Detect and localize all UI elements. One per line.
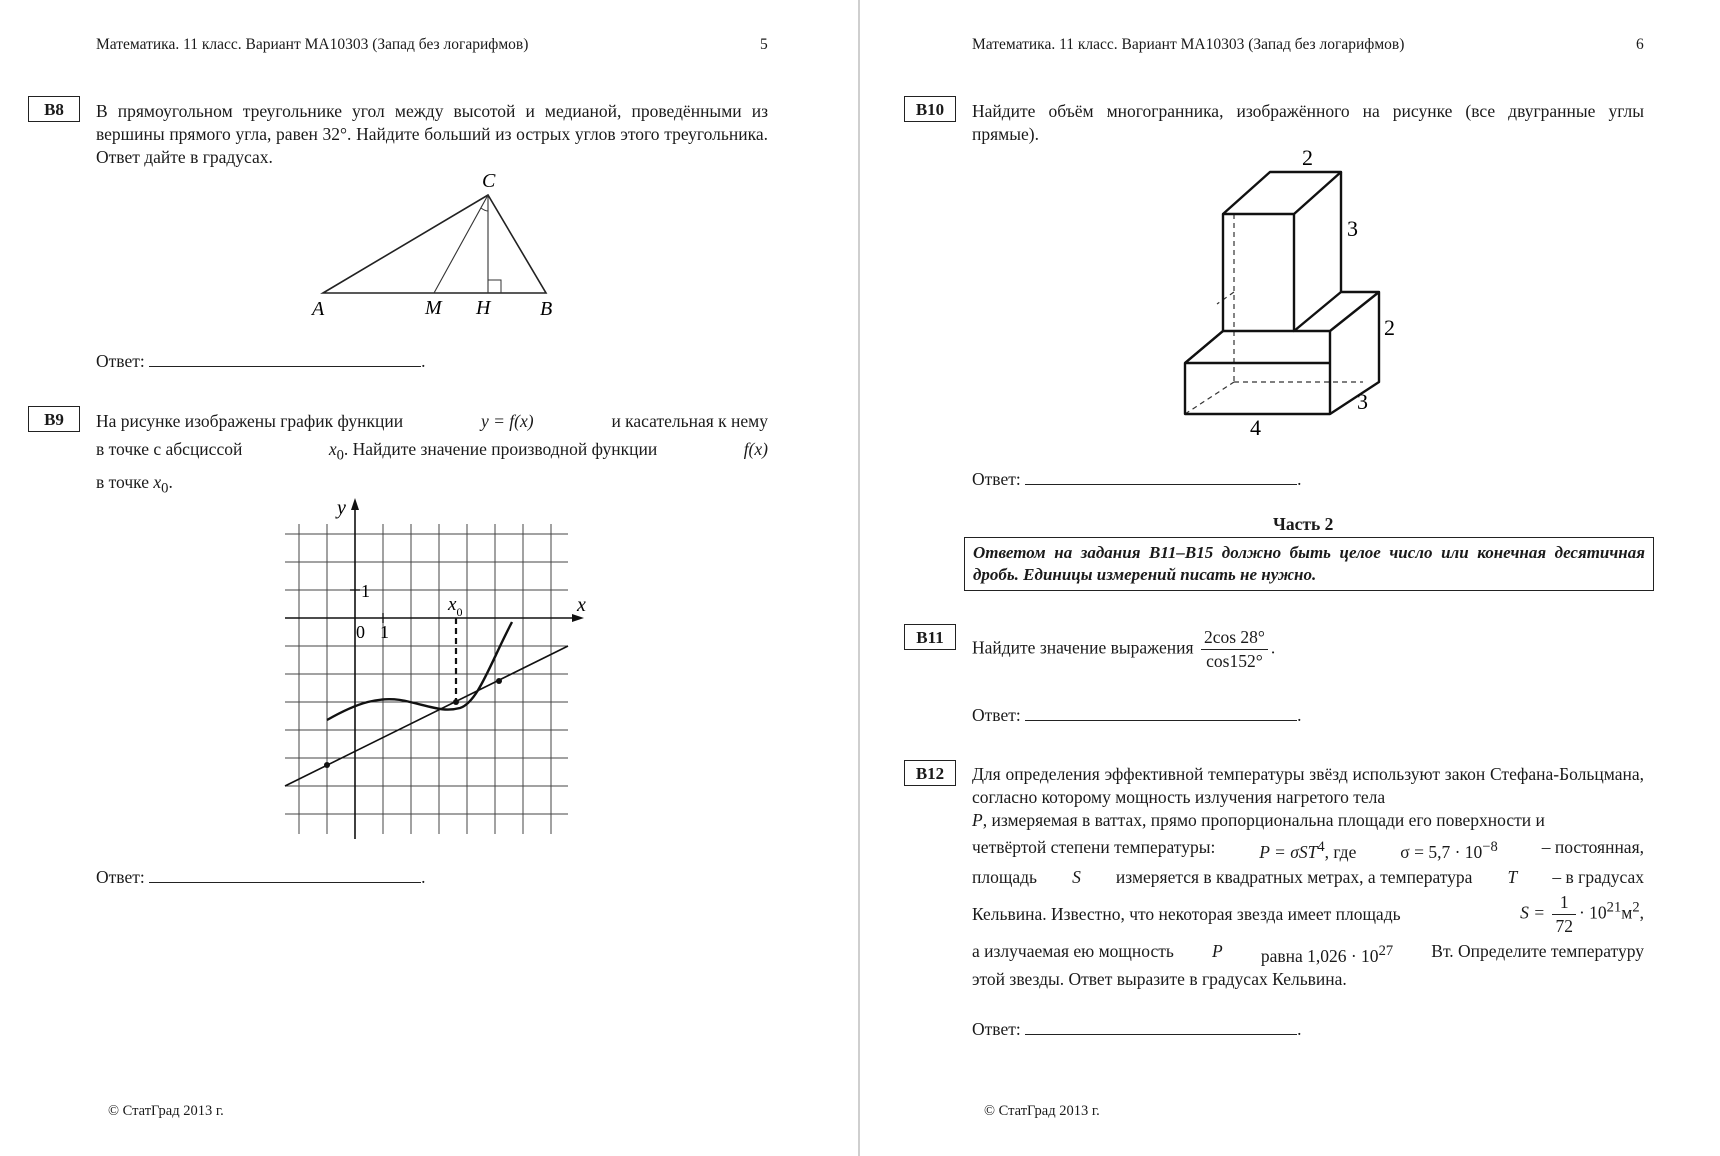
b12-line-3 bbox=[972, 836, 1644, 864]
hidden-edges bbox=[1185, 214, 1363, 414]
b9-text-2-mid: . Найдите значение производной функции bbox=[343, 439, 658, 459]
b12-line-2-text: , измеряемая в ваттах, прямо пропорциональна площади его поверхности и bbox=[982, 810, 1545, 830]
b12-line-6 bbox=[972, 940, 1644, 968]
dim-top: 2 bbox=[1302, 145, 1313, 170]
b12-line-1: Для определения эффективной температуры звёзд используют закон Стефана-Больцмана, согласно которому мощность излучения нагретого тела bbox=[972, 764, 1644, 807]
b12-area-unit: м bbox=[1621, 902, 1633, 923]
dim-tower-height: 3 bbox=[1347, 216, 1358, 241]
task-b11-text bbox=[972, 626, 1644, 673]
label-zero: 0 bbox=[356, 622, 365, 642]
answer-end: . bbox=[1297, 469, 1302, 489]
task-tag-b12: B12 bbox=[904, 760, 956, 786]
b12-line-4 bbox=[972, 866, 1644, 889]
triangle-figure bbox=[300, 168, 570, 323]
b12-line-4b: измеряется в квадратных метрах, а температура bbox=[1115, 866, 1473, 887]
b12-sigma bbox=[1400, 836, 1498, 864]
label-x: x bbox=[577, 594, 586, 616]
point-tangency bbox=[453, 699, 459, 705]
b12-area-formula bbox=[1520, 891, 1644, 938]
task-b9-text bbox=[96, 410, 768, 500]
b12-formula bbox=[1259, 836, 1356, 864]
answer-label: Ответ: bbox=[96, 351, 145, 371]
label-b: B bbox=[540, 298, 553, 320]
b9-formula-1: y = f(x) bbox=[480, 411, 534, 431]
answer-end: . bbox=[1297, 1019, 1302, 1039]
task-tag-b11: B11 bbox=[904, 624, 956, 650]
answer-label: Ответ: bbox=[972, 469, 1021, 489]
b12-area-s: S = bbox=[1520, 902, 1546, 923]
answer-end: . bbox=[1297, 705, 1302, 725]
b12-power-text: равна 1,026 · 10 bbox=[1260, 945, 1379, 966]
b9-line-2 bbox=[96, 438, 768, 468]
triangle-abc bbox=[323, 195, 546, 293]
b11-text: Найдите значение выражения bbox=[972, 637, 1194, 658]
footer-copyright: © СтатГрад 2013 г. bbox=[108, 1103, 224, 1119]
b12-line-2 bbox=[972, 809, 1644, 832]
answer-end: . bbox=[421, 867, 426, 887]
b11-fraction bbox=[1201, 626, 1268, 673]
function-graph bbox=[280, 494, 590, 844]
answer-field-b10[interactable] bbox=[1025, 466, 1297, 485]
answer-b8 bbox=[96, 348, 425, 372]
b9-text-1: На рисунке изображены график функции bbox=[96, 411, 404, 431]
b9-line-1 bbox=[96, 410, 768, 433]
answer-field-b8[interactable] bbox=[149, 348, 421, 367]
b12-var-t: T bbox=[1507, 866, 1518, 887]
b12-area-num: 1 bbox=[1552, 891, 1576, 915]
label-x0: $x_0$ bbox=[448, 594, 463, 619]
b12-line-5 bbox=[972, 891, 1644, 938]
page-number: 6 bbox=[1636, 36, 1644, 53]
answer-field-b11[interactable] bbox=[1025, 702, 1297, 721]
b12-power-exp: 27 bbox=[1378, 942, 1394, 959]
label-a: A bbox=[312, 298, 325, 320]
page-header-title: Математика. 11 класс. Вариант МА10303 (Запад без логарифмов) bbox=[972, 36, 1405, 53]
polyhedron-figure bbox=[1180, 140, 1500, 440]
answer-b10 bbox=[972, 466, 1301, 490]
b9-x0-var: x bbox=[328, 439, 337, 459]
left-page bbox=[0, 0, 858, 1156]
task-b10-text: Найдите объём многогранника, изображённого на рисунке (все двугранные углы прямые). bbox=[972, 101, 1644, 144]
point-right bbox=[496, 678, 502, 684]
b12-line-3a: четвёртой степени температуры: bbox=[972, 837, 1216, 857]
task-tag-b10: B10 bbox=[904, 96, 956, 122]
task-tag-b8: B8 bbox=[28, 96, 80, 122]
label-c: C bbox=[482, 170, 496, 192]
b12-line-5a: Кельвина. Известно, что некоторая звезда имеет площадь bbox=[972, 903, 1401, 924]
b12-formula-exp: 4 bbox=[1317, 839, 1325, 855]
b12-area-den: 72 bbox=[1555, 915, 1573, 936]
answer-b11 bbox=[972, 702, 1301, 726]
b12-sigma-exp: −8 bbox=[1482, 839, 1498, 855]
b11-numerator: 2cos 28° bbox=[1201, 626, 1268, 650]
task-b8-text: В прямоугольном треугольнике угол между высотой и медианой, проведёнными из вершины прямого угла, равен 32°. Найдите больший из острых углов этого треугольника. Ответ дайте в градусах. bbox=[96, 101, 768, 167]
right-angle-mark bbox=[488, 280, 501, 293]
b12-area-end: , bbox=[1639, 902, 1644, 923]
dim-base-height: 2 bbox=[1384, 315, 1395, 340]
label-one-x: 1 bbox=[380, 622, 389, 642]
b9-text-3: в точке bbox=[96, 471, 149, 492]
task-tag-b9: B9 bbox=[28, 406, 80, 432]
b11-end: . bbox=[1270, 637, 1276, 658]
b9-text-3-end: . bbox=[168, 471, 173, 492]
b12-line-6c: Вт. Определите температуру bbox=[1431, 940, 1644, 961]
b9-formula-2: f(x) bbox=[743, 439, 768, 459]
b12-var-p-2: P bbox=[1211, 940, 1223, 961]
b12-area-unit-exp: 2 bbox=[1632, 899, 1640, 916]
b12-var-p: P bbox=[972, 810, 983, 830]
b12-line-3b: , где bbox=[1324, 841, 1357, 862]
b9-var-x0 bbox=[329, 438, 657, 468]
point-left bbox=[324, 762, 330, 768]
b12-line-6a: а излучаемая ею мощность bbox=[972, 940, 1174, 961]
b12-formula-text: P = σST bbox=[1259, 841, 1318, 862]
answer-field-b12[interactable] bbox=[1025, 1016, 1297, 1035]
b12-var-s: S bbox=[1072, 866, 1081, 887]
answer-label: Ответ: bbox=[972, 1019, 1021, 1039]
b12-sigma-text: σ = 5,7 · 10 bbox=[1400, 841, 1483, 862]
answer-field-b9[interactable] bbox=[149, 864, 421, 883]
b12-power bbox=[1261, 940, 1393, 968]
answer-b9 bbox=[96, 864, 425, 888]
part-2-instructions: Ответом на задания B11–B15 должно быть целое число или конечная десятичная дробь. Единицы измерений писать не нужно. bbox=[964, 537, 1654, 591]
b12-area-mult: · 10 bbox=[1578, 902, 1607, 923]
b12-line-3c: – постоянная, bbox=[1541, 837, 1644, 857]
task-b12-text bbox=[972, 763, 1644, 991]
right-page bbox=[860, 0, 1720, 1156]
label-y: y bbox=[337, 497, 346, 519]
b12-line-4a: площадь bbox=[972, 866, 1037, 887]
b9-x0-sub-2: 0 bbox=[161, 480, 169, 496]
answer-label: Ответ: bbox=[972, 705, 1021, 725]
angle-arc bbox=[481, 208, 488, 211]
b9-text-1-end: и касательная к нему bbox=[611, 411, 768, 431]
b9-text-2: в точке с абсциссой bbox=[96, 439, 243, 459]
page-number: 5 bbox=[760, 36, 768, 53]
label-h: H bbox=[476, 297, 491, 319]
b9-x0-var-2: x bbox=[153, 471, 162, 492]
dim-width: 4 bbox=[1250, 415, 1261, 440]
b12-line-4c: – в градусах bbox=[1552, 866, 1644, 887]
grid bbox=[280, 494, 568, 834]
median-cm bbox=[434, 195, 488, 293]
answer-b12 bbox=[972, 1016, 1301, 1040]
y-axis-arrow bbox=[351, 498, 359, 510]
b12-area-fraction bbox=[1552, 891, 1576, 938]
footer-copyright: © СтатГрад 2013 г. bbox=[984, 1103, 1100, 1119]
page-header-title: Математика. 11 класс. Вариант МА10303 (Запад без логарифмов) bbox=[96, 36, 529, 53]
b12-area-exp: 21 bbox=[1606, 899, 1622, 916]
b12-line-7: этой звезды. Ответ выразите в градусах Кельвина. bbox=[972, 968, 1347, 989]
answer-label: Ответ: bbox=[96, 867, 145, 887]
answer-end: . bbox=[421, 351, 426, 371]
b11-denominator: cos152° bbox=[1206, 651, 1263, 671]
label-one-y: 1 bbox=[361, 581, 370, 601]
b9-x0-sub: 0 bbox=[336, 447, 344, 464]
part-2-title: Часть 2 bbox=[1273, 514, 1334, 534]
dim-depth: 3 bbox=[1357, 389, 1368, 414]
visible-edges bbox=[1185, 172, 1379, 414]
label-m: M bbox=[425, 297, 442, 319]
